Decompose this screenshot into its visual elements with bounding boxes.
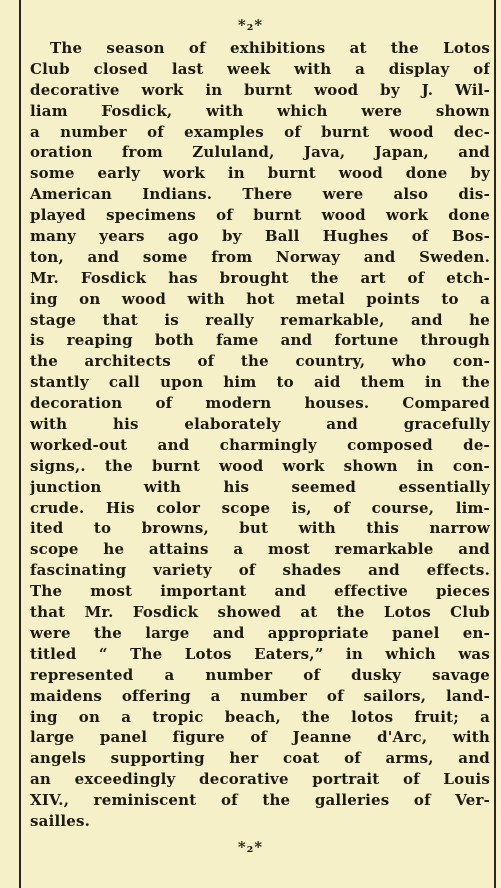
article-column bbox=[30, 38, 490, 832]
article-line: crude. His color scope is, of course, lim- bbox=[30, 498, 490, 517]
article-line: stantly call upon him to aid them in the bbox=[30, 373, 490, 392]
article-line: fascinating variety of shades and effects. bbox=[30, 561, 490, 580]
article-line: signs,. the burnt wood work shown in con- bbox=[30, 456, 490, 475]
asterism-ornament-top: *₂* bbox=[237, 16, 264, 34]
article-line: played specimens of burnt wood work done bbox=[30, 206, 490, 225]
article-line: worked-out and charmingly composed de- bbox=[30, 435, 490, 454]
article-line: represented a number of dusky savage bbox=[30, 665, 490, 684]
article-line: many years ago by Ball Hughes of Bos- bbox=[30, 227, 490, 246]
article-line: junction with his seemed essentially bbox=[30, 477, 490, 496]
article-line: large panel figure of Jeanne d'Arc, with bbox=[30, 728, 490, 747]
article-line: is reaping both fame and fortune through bbox=[30, 331, 490, 350]
article-line: Club closed last week with a display of bbox=[30, 59, 490, 78]
article-line: a number of examples of burnt wood dec- bbox=[30, 122, 490, 141]
article-line: XIV., reminiscent of the galleries of Ver- bbox=[30, 791, 490, 810]
asterism-ornament-bottom: *₂* bbox=[237, 838, 264, 856]
article-line: oration from Zululand, Java, Japan, and bbox=[30, 143, 490, 162]
article-line: were the large and appropriate panel en- bbox=[30, 623, 490, 642]
article-line: ing on a tropic beach, the lotos fruit; a bbox=[30, 707, 490, 726]
article-line: the architects of the country, who con- bbox=[30, 352, 490, 371]
article-line: liam Fosdick, with which were shown bbox=[30, 101, 490, 120]
article-line: sailles. bbox=[30, 811, 91, 830]
article-line: scope he attains a most remarkable and bbox=[30, 540, 490, 559]
column-rule-left bbox=[19, 0, 21, 888]
article-line: titled “ The Lotos Eaters,” in which was bbox=[30, 644, 490, 663]
article-line: decoration of modern houses. Compared bbox=[30, 394, 490, 413]
article-line: stage that is really remarkable, and he bbox=[30, 310, 490, 329]
article-line: ing on wood with hot metal points to a bbox=[30, 289, 490, 308]
article-line: some early work in burnt wood done by bbox=[30, 164, 490, 183]
column-rule-right bbox=[494, 0, 496, 888]
article-line: ited to browns, but with this narrow bbox=[30, 519, 490, 538]
article-line: an exceedingly decorative portrait of Louis bbox=[30, 770, 490, 789]
article-line: The season of exhibitions at the Lotos bbox=[50, 39, 490, 57]
article-line: maidens offering a number of sailors, land- bbox=[30, 686, 490, 705]
article-line: decorative work in burnt wood by J. Wil- bbox=[30, 80, 490, 99]
article-line: American Indians. There were also dis- bbox=[30, 185, 490, 204]
article-line: with his elaborately and gracefully bbox=[30, 415, 490, 434]
article-line: that Mr. Fosdick showed at the Lotos Club bbox=[30, 603, 490, 622]
article-line: Mr. Fosdick has brought the art of etch- bbox=[30, 268, 490, 287]
article-line: angels supporting her coat of arms, and bbox=[30, 749, 490, 768]
article-line: ton, and some from Norway and Sweden. bbox=[30, 247, 490, 266]
article-line: The most important and effective pieces bbox=[30, 582, 490, 601]
